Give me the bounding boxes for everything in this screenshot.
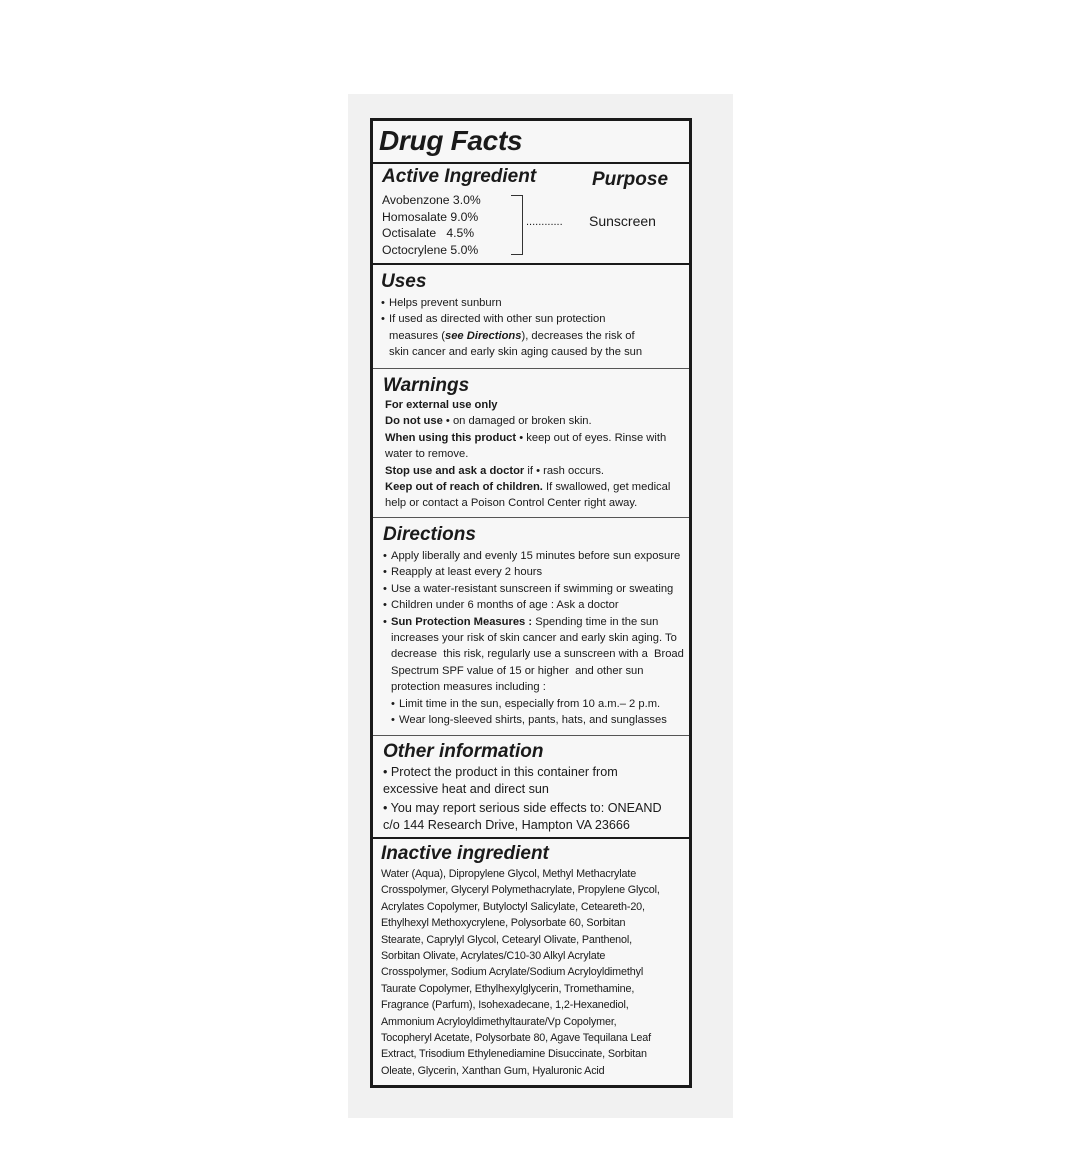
inactive-line: Oleate, Glycerin, Xanthan Gum, Hyaluronic Acid — [381, 1064, 605, 1077]
section-rule — [373, 517, 689, 518]
purpose-value: Sunscreen — [589, 213, 656, 229]
drug-facts-title: Drug Facts — [379, 125, 523, 156]
inactive-line: Crosspolymer, Glyceryl Polymethacrylate, Propylene Glycol, — [381, 884, 660, 897]
title-rule — [373, 162, 689, 164]
inactive-ingredient-list — [381, 866, 660, 1079]
other-info-line: c/o 144 Research Drive, Hampton VA 23666 — [383, 818, 630, 832]
external-use-warning: For external use only — [385, 399, 498, 411]
inactive-line: Sorbitan Olivate, Acrylates/C10-30 Alkyl Acrylate — [381, 950, 606, 963]
inactive-line: Acrylates Copolymer, Butyloctyl Salicylate, Ceteareth-20, — [381, 900, 645, 913]
uses-heading: Uses — [381, 271, 427, 292]
inactive-ingredient-heading: Inactive ingredient — [381, 843, 549, 864]
keep-out-warning: Keep out of reach of children. If swallowed, get medical — [385, 481, 671, 494]
directions-section — [373, 519, 689, 735]
inactive-line: Water (Aqua), Dipropylene Glycol, Methyl Methacrylate — [381, 868, 637, 880]
other-information-section — [373, 737, 689, 837]
other-information-heading: Other information — [383, 741, 544, 762]
do-not-use-warning: Do not use • on damaged or broken skin. — [385, 415, 592, 428]
directions-reference: Directions — [466, 329, 522, 342]
warnings-heading: Warnings — [383, 375, 470, 396]
active-ingredient-heading: Active Ingredient — [382, 166, 537, 187]
inactive-line: Extract, Trisodium Ethylenediamine Disuccinate, Sorbitan — [381, 1048, 647, 1061]
inactive-line: Stearate, Caprylyl Glycol, Cetearyl Olivate, Panthenol, — [381, 933, 632, 946]
ingredient-item: Octisalate 4.5% — [382, 226, 475, 241]
when-using-warning: When using this product • keep out of eyes. Rinse with — [385, 431, 667, 444]
sun-protection-text: increases your risk of skin cancer and early skin aging. To — [391, 632, 677, 645]
sun-protection-subitem: • Wear long-sleeved shirts, pants, hats, and sunglasses — [383, 712, 684, 728]
sun-protection-measures: • Sun Protection Measures : Spending time in the sun — [383, 614, 684, 630]
section-rule — [373, 735, 689, 736]
other-info-line: • You may report serious side effects to: ONEAND — [383, 801, 662, 815]
directions-list — [383, 548, 684, 728]
warnings-body — [385, 397, 670, 512]
uses-item-continued: skin cancer and early skin aging caused by the sun — [389, 346, 643, 359]
leader-dots: ............ — [526, 216, 563, 228]
inactive-line: Ammonium Acryloyldimethyltaurate/Vp Copolymer, — [381, 1015, 617, 1028]
inactive-line: Fragrance (Parfum), Isohexadecane, 1,2-Hexanediol, — [381, 999, 629, 1012]
purpose-heading: Purpose — [592, 169, 669, 190]
inactive-line: Ethylhexyl Methoxycrylene, Polysorbate 60, Sorbitan — [381, 917, 626, 930]
stop-use-warning: Stop use and ask a doctor if • rash occurs. — [385, 464, 605, 477]
directions-heading: Directions — [383, 524, 476, 545]
other-info-line: • Protect the product in this container from — [383, 765, 618, 779]
sun-protection-subitem: • Limit time in the sun, especially from 10 a.m.– 2 p.m. — [383, 696, 684, 712]
section-rule — [373, 263, 689, 265]
uses-item-continued: measures (see Directions), decreases the risk of — [389, 329, 635, 342]
sun-protection-text: protection measures including : — [391, 681, 546, 694]
uses-section — [373, 266, 689, 366]
when-using-warning-continued: water to remove. — [385, 448, 469, 461]
uses-item: • Helps prevent sunburn — [381, 295, 642, 311]
see-text: see — [444, 329, 464, 342]
uses-item: • If used as directed with other sun protection — [381, 311, 642, 327]
drug-facts-panel — [370, 118, 692, 1088]
active-ingredient-list — [382, 192, 481, 258]
directions-item: • Children under 6 months of age : Ask a doctor — [383, 597, 684, 613]
active-ingredient-section — [373, 165, 689, 263]
section-rule — [373, 368, 689, 369]
section-rule — [373, 837, 689, 839]
ingredient-item: Homosalate 9.0% — [382, 209, 479, 224]
inactive-line: Taurate Copolymer, Ethylhexylglycerin, Tromethamine, — [381, 982, 635, 995]
sun-protection-text: decrease this risk, regularly use a sunscreen with a Broad — [391, 648, 684, 661]
inactive-ingredient-section — [373, 840, 689, 1085]
directions-item: • Apply liberally and evenly 15 minutes before sun exposure — [383, 548, 684, 564]
inactive-line: Tocopheryl Acetate, Polysorbate 80, Agave Tequilana Leaf — [381, 1032, 651, 1045]
inactive-line: Crosspolymer, Sodium Acrylate/Sodium Acryloyldimethyl — [381, 966, 644, 979]
uses-list — [381, 295, 642, 361]
ingredient-item: Octocrylene 5.0% — [382, 242, 479, 257]
other-info-line: excessive heat and direct sun — [383, 782, 549, 796]
sun-protection-text: Spectrum SPF value of 15 or higher and other sun — [391, 664, 644, 677]
other-information-body — [383, 764, 662, 834]
directions-item: • Reapply at least every 2 hours — [383, 564, 684, 580]
ingredient-bracket — [511, 195, 523, 255]
warnings-section — [373, 370, 689, 517]
ingredient-item: Avobenzone 3.0% — [382, 193, 481, 207]
keep-out-warning-continued: help or contact a Poison Control Center right away. — [385, 497, 638, 510]
directions-item: • Use a water-resistant sunscreen if swimming or sweating — [383, 581, 684, 597]
